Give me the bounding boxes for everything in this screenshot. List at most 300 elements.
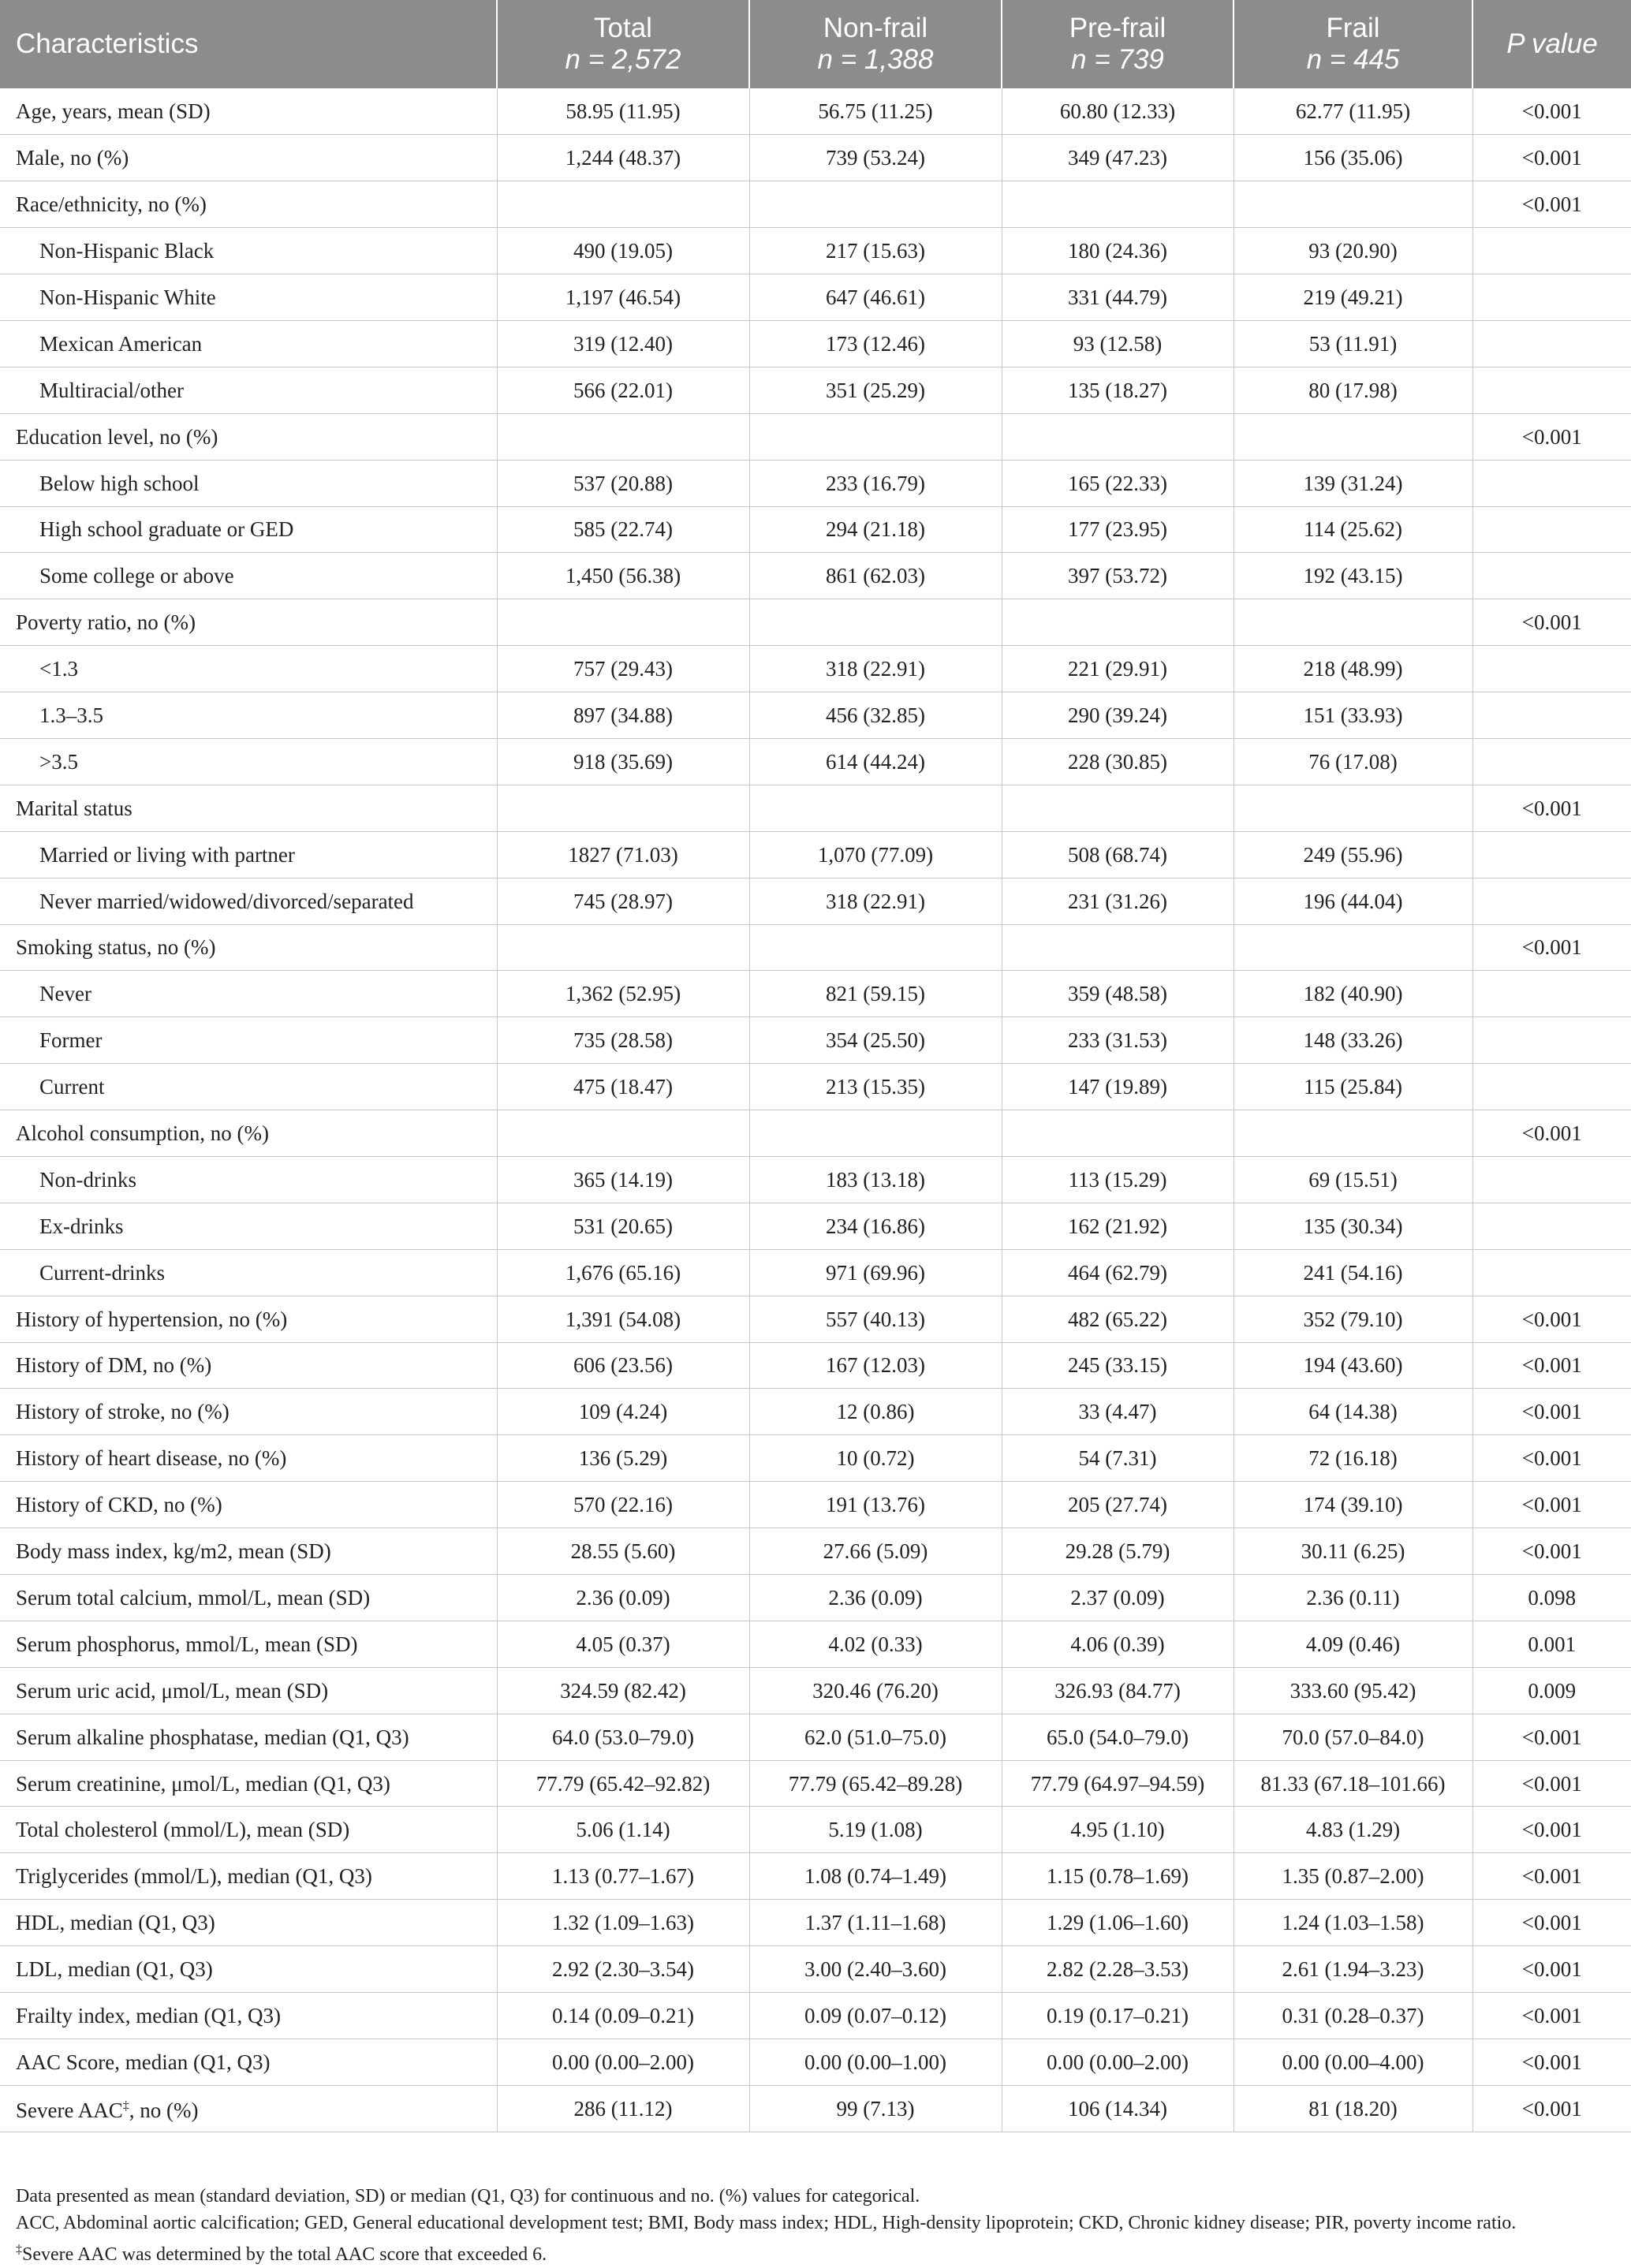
row-label: Married or living with partner [0, 831, 497, 878]
row-label: Serum total calcium, mmol/L, mean (SD) [0, 1575, 497, 1621]
frail-cell: 115 (25.84) [1234, 1064, 1472, 1110]
row-label: Serum alkaline phosphatase, median (Q1, Q3) [0, 1714, 497, 1760]
row-label: History of DM, no (%) [0, 1342, 497, 1389]
table-row [0, 599, 1631, 646]
row-label: Race/ethnicity, no (%) [0, 181, 497, 228]
table-row [0, 1342, 1631, 1389]
row-label: Frailty index, median (Q1, Q3) [0, 1993, 497, 2039]
total-cell: 566 (22.01) [497, 367, 749, 413]
pre-frail-cell: 233 (31.53) [1002, 1017, 1234, 1064]
p-value-cell: 0.001 [1472, 1621, 1631, 1667]
pre-frail-cell: 77.79 (64.97–94.59) [1002, 1760, 1234, 1807]
header-total: Total n = 2,572 [497, 0, 749, 88]
pre-frail-cell: 180 (24.36) [1002, 228, 1234, 274]
p-value-cell: <0.001 [1472, 1993, 1631, 2039]
table-row [0, 506, 1631, 553]
total-cell: 1,676 (65.16) [497, 1249, 749, 1296]
row-label: Former [0, 1017, 497, 1064]
total-cell: 109 (4.24) [497, 1389, 749, 1435]
header-pre-frail: Pre-frail n = 739 [1002, 0, 1234, 88]
non-frail-cell: 10 (0.72) [749, 1435, 1002, 1482]
pre-frail-cell: 231 (31.26) [1002, 878, 1234, 924]
frail-cell: 69 (15.51) [1234, 1156, 1472, 1203]
p-value-cell: <0.001 [1472, 1296, 1631, 1342]
p-value-cell [1472, 228, 1631, 274]
frail-cell: 194 (43.60) [1234, 1342, 1472, 1389]
p-value-cell: <0.001 [1472, 924, 1631, 971]
p-value-cell [1472, 506, 1631, 553]
row-label: Some college or above [0, 553, 497, 599]
row-label: Non-drinks [0, 1156, 497, 1203]
table-row [0, 692, 1631, 739]
table-row [0, 1853, 1631, 1900]
non-frail-cell [749, 1110, 1002, 1157]
p-value-cell: <0.001 [1472, 88, 1631, 135]
p-value-cell: <0.001 [1472, 1900, 1631, 1946]
frail-cell: 2.61 (1.94–3.23) [1234, 1946, 1472, 1993]
pre-frail-cell: 397 (53.72) [1002, 553, 1234, 599]
frail-cell: 4.83 (1.29) [1234, 1807, 1472, 1853]
total-cell [497, 181, 749, 228]
table-row [0, 1017, 1631, 1064]
table-row [0, 1760, 1631, 1807]
non-frail-cell: 351 (25.29) [749, 367, 1002, 413]
total-cell: 475 (18.47) [497, 1064, 749, 1110]
p-value-cell [1472, 878, 1631, 924]
non-frail-cell [749, 924, 1002, 971]
p-value-cell: <0.001 [1472, 599, 1631, 646]
total-cell: 28.55 (5.60) [497, 1528, 749, 1575]
row-label: Below high school [0, 460, 497, 506]
non-frail-cell [749, 181, 1002, 228]
frail-cell: 72 (16.18) [1234, 1435, 1472, 1482]
frail-cell: 30.11 (6.25) [1234, 1528, 1472, 1575]
total-cell [497, 1110, 749, 1157]
row-label: AAC Score, median (Q1, Q3) [0, 2039, 497, 2085]
table-row [0, 785, 1631, 831]
total-cell: 365 (14.19) [497, 1156, 749, 1203]
total-cell: 2.92 (2.30–3.54) [497, 1946, 749, 1993]
pre-frail-cell: 331 (44.79) [1002, 274, 1234, 321]
pre-frail-cell: 60.80 (12.33) [1002, 88, 1234, 135]
row-label: Never married/widowed/divorced/separated [0, 878, 497, 924]
frail-cell: 218 (48.99) [1234, 646, 1472, 692]
total-cell: 1,244 (48.37) [497, 135, 749, 181]
row-label: Male, no (%) [0, 135, 497, 181]
row-label: Current-drinks [0, 1249, 497, 1296]
p-value-cell: <0.001 [1472, 1807, 1631, 1853]
frail-cell [1234, 599, 1472, 646]
non-frail-cell: 971 (69.96) [749, 1249, 1002, 1296]
table-row [0, 1482, 1631, 1528]
row-label: High school graduate or GED [0, 506, 497, 553]
table-row [0, 1064, 1631, 1110]
non-frail-cell: 217 (15.63) [749, 228, 1002, 274]
pre-frail-cell [1002, 599, 1234, 646]
row-label: History of CKD, no (%) [0, 1482, 497, 1528]
total-cell: 77.79 (65.42–92.82) [497, 1760, 749, 1807]
p-value-cell: <0.001 [1472, 2085, 1631, 2132]
pre-frail-cell: 135 (18.27) [1002, 367, 1234, 413]
non-frail-cell: 56.75 (11.25) [749, 88, 1002, 135]
table-row [0, 924, 1631, 971]
p-value-cell [1472, 646, 1631, 692]
p-value-cell [1472, 831, 1631, 878]
table-row [0, 1621, 1631, 1667]
frail-cell: 135 (30.34) [1234, 1203, 1472, 1249]
total-cell: 1,450 (56.38) [497, 553, 749, 599]
header-p-value: P value [1472, 0, 1631, 88]
table-row [0, 1435, 1631, 1482]
row-label: History of hypertension, no (%) [0, 1296, 497, 1342]
total-cell: 490 (19.05) [497, 228, 749, 274]
non-frail-cell: 191 (13.76) [749, 1482, 1002, 1528]
frail-cell: 62.77 (11.95) [1234, 88, 1472, 135]
table-row [0, 367, 1631, 413]
p-value-cell: <0.001 [1472, 1853, 1631, 1900]
table-row [0, 88, 1631, 135]
table-row [0, 1389, 1631, 1435]
total-cell: 531 (20.65) [497, 1203, 749, 1249]
frail-cell [1234, 413, 1472, 460]
total-cell: 745 (28.97) [497, 878, 749, 924]
pre-frail-cell: 4.95 (1.10) [1002, 1807, 1234, 1853]
total-cell: 1.32 (1.09–1.63) [497, 1900, 749, 1946]
frail-cell: 196 (44.04) [1234, 878, 1472, 924]
frail-cell: 81.33 (67.18–101.66) [1234, 1760, 1472, 1807]
footnote-2: ACC, Abdominal aortic calcification; GED, General educational development test; BMI, Body mass index; HDL, High-density lipoprotein; CKD, Chronic kidney disease; PIR, poverty income ratio. [16, 2213, 1517, 2233]
table-row [0, 1296, 1631, 1342]
frail-cell: 0.31 (0.28–0.37) [1234, 1993, 1472, 2039]
frail-cell [1234, 1110, 1472, 1157]
non-frail-cell: 27.66 (5.09) [749, 1528, 1002, 1575]
row-label: Never [0, 971, 497, 1017]
row-label: Serum phosphorus, mmol/L, mean (SD) [0, 1621, 497, 1667]
non-frail-cell: 4.02 (0.33) [749, 1621, 1002, 1667]
p-value-cell [1472, 1017, 1631, 1064]
pre-frail-cell: 162 (21.92) [1002, 1203, 1234, 1249]
p-value-cell: <0.001 [1472, 413, 1631, 460]
frail-cell: 241 (54.16) [1234, 1249, 1472, 1296]
table-row [0, 135, 1631, 181]
non-frail-cell: 77.79 (65.42–89.28) [749, 1760, 1002, 1807]
row-label: <1.3 [0, 646, 497, 692]
non-frail-cell: 12 (0.86) [749, 1389, 1002, 1435]
frail-cell: 70.0 (57.0–84.0) [1234, 1714, 1472, 1760]
non-frail-cell: 1.37 (1.11–1.68) [749, 1900, 1002, 1946]
table-footnotes [16, 2183, 1617, 2268]
pre-frail-cell: 147 (19.89) [1002, 1064, 1234, 1110]
frail-cell: 352 (79.10) [1234, 1296, 1472, 1342]
pre-frail-cell: 508 (68.74) [1002, 831, 1234, 878]
total-cell: 585 (22.74) [497, 506, 749, 553]
non-frail-cell: 318 (22.91) [749, 878, 1002, 924]
pre-frail-cell: 349 (47.23) [1002, 135, 1234, 181]
non-frail-cell: 5.19 (1.08) [749, 1807, 1002, 1853]
pre-frail-cell: 29.28 (5.79) [1002, 1528, 1234, 1575]
table-row [0, 1946, 1631, 1993]
total-cell: 5.06 (1.14) [497, 1807, 749, 1853]
non-frail-cell: 213 (15.35) [749, 1064, 1002, 1110]
frail-cell: 148 (33.26) [1234, 1017, 1472, 1064]
table-row [0, 831, 1631, 878]
frail-cell: 1.35 (0.87–2.00) [1234, 1853, 1472, 1900]
pre-frail-cell: 1.29 (1.06–1.60) [1002, 1900, 1234, 1946]
pre-frail-cell: 106 (14.34) [1002, 2085, 1234, 2132]
pre-frail-cell: 4.06 (0.39) [1002, 1621, 1234, 1667]
non-frail-cell: 354 (25.50) [749, 1017, 1002, 1064]
frail-cell [1234, 785, 1472, 831]
total-cell: 570 (22.16) [497, 1482, 749, 1528]
table-row [0, 1249, 1631, 1296]
frail-cell: 182 (40.90) [1234, 971, 1472, 1017]
table-row [0, 413, 1631, 460]
pre-frail-cell: 359 (48.58) [1002, 971, 1234, 1017]
total-cell: 319 (12.40) [497, 320, 749, 367]
table-row [0, 738, 1631, 785]
total-cell: 1,391 (54.08) [497, 1296, 749, 1342]
header-row [0, 0, 1631, 88]
p-value-cell: <0.001 [1472, 1714, 1631, 1760]
frail-cell: 156 (35.06) [1234, 135, 1472, 181]
table-row [0, 1807, 1631, 1853]
frail-cell: 219 (49.21) [1234, 274, 1472, 321]
non-frail-cell [749, 599, 1002, 646]
p-value-cell [1472, 460, 1631, 506]
frail-cell: 192 (43.15) [1234, 553, 1472, 599]
non-frail-cell: 294 (21.18) [749, 506, 1002, 553]
table-row [0, 274, 1631, 321]
frail-cell: 64 (14.38) [1234, 1389, 1472, 1435]
total-cell: 0.14 (0.09–0.21) [497, 1993, 749, 2039]
non-frail-cell: 2.36 (0.09) [749, 1575, 1002, 1621]
pre-frail-cell: 482 (65.22) [1002, 1296, 1234, 1342]
total-cell: 1,362 (52.95) [497, 971, 749, 1017]
total-cell: 1.13 (0.77–1.67) [497, 1853, 749, 1900]
table-row [0, 1156, 1631, 1203]
frail-cell: 76 (17.08) [1234, 738, 1472, 785]
table-row [0, 1203, 1631, 1249]
table-row [0, 1528, 1631, 1575]
total-cell [497, 413, 749, 460]
non-frail-cell: 62.0 (51.0–75.0) [749, 1714, 1002, 1760]
pre-frail-cell: 177 (23.95) [1002, 506, 1234, 553]
pre-frail-cell [1002, 181, 1234, 228]
non-frail-cell: 3.00 (2.40–3.60) [749, 1946, 1002, 1993]
p-value-cell: <0.001 [1472, 2039, 1631, 2085]
pre-frail-cell [1002, 1110, 1234, 1157]
row-label: History of stroke, no (%) [0, 1389, 497, 1435]
frail-cell: 151 (33.93) [1234, 692, 1472, 739]
p-value-cell: 0.009 [1472, 1667, 1631, 1714]
p-value-cell: <0.001 [1472, 785, 1631, 831]
pre-frail-cell: 205 (27.74) [1002, 1482, 1234, 1528]
frail-cell: 333.60 (95.42) [1234, 1667, 1472, 1714]
p-value-cell [1472, 274, 1631, 321]
row-label: Marital status [0, 785, 497, 831]
frail-cell: 139 (31.24) [1234, 460, 1472, 506]
row-label: Severe AAC‡, no (%) [0, 2085, 497, 2132]
frail-cell: 174 (39.10) [1234, 1482, 1472, 1528]
table-row [0, 1993, 1631, 2039]
frail-cell [1234, 181, 1472, 228]
row-label: History of heart disease, no (%) [0, 1435, 497, 1482]
row-label: Ex-drinks [0, 1203, 497, 1249]
table-row [0, 460, 1631, 506]
frail-cell: 0.00 (0.00–4.00) [1234, 2039, 1472, 2085]
total-cell [497, 599, 749, 646]
p-value-cell: <0.001 [1472, 1342, 1631, 1389]
p-value-cell [1472, 1203, 1631, 1249]
row-label: Current [0, 1064, 497, 1110]
table-row [0, 1714, 1631, 1760]
non-frail-cell: 0.09 (0.07–0.12) [749, 1993, 1002, 2039]
p-value-cell: <0.001 [1472, 1389, 1631, 1435]
pre-frail-cell [1002, 785, 1234, 831]
p-value-cell [1472, 971, 1631, 1017]
row-label: Multiracial/other [0, 367, 497, 413]
pre-frail-cell: 0.00 (0.00–2.00) [1002, 2039, 1234, 2085]
table-row [0, 228, 1631, 274]
total-cell: 4.05 (0.37) [497, 1621, 749, 1667]
p-value-cell [1472, 1064, 1631, 1110]
pre-frail-cell: 245 (33.15) [1002, 1342, 1234, 1389]
row-label: Triglycerides (mmol/L), median (Q1, Q3) [0, 1853, 497, 1900]
non-frail-cell: 557 (40.13) [749, 1296, 1002, 1342]
total-cell: 64.0 (53.0–79.0) [497, 1714, 749, 1760]
non-frail-cell: 320.46 (76.20) [749, 1667, 1002, 1714]
row-label: Total cholesterol (mmol/L), mean (SD) [0, 1807, 497, 1853]
row-label: Serum creatinine, μmol/L, median (Q1, Q3) [0, 1760, 497, 1807]
p-value-cell: <0.001 [1472, 1760, 1631, 1807]
header-frail: Frail n = 445 [1234, 0, 1472, 88]
non-frail-cell: 167 (12.03) [749, 1342, 1002, 1389]
table-row [0, 1575, 1631, 1621]
header-non-frail: Non-frail n = 1,388 [749, 0, 1002, 88]
table-row [0, 646, 1631, 692]
table-row [0, 181, 1631, 228]
non-frail-cell: 821 (59.15) [749, 971, 1002, 1017]
total-cell: 897 (34.88) [497, 692, 749, 739]
p-value-cell: <0.001 [1472, 1110, 1631, 1157]
pre-frail-cell: 290 (39.24) [1002, 692, 1234, 739]
row-label: Mexican American [0, 320, 497, 367]
pre-frail-cell: 54 (7.31) [1002, 1435, 1234, 1482]
pre-frail-cell: 65.0 (54.0–79.0) [1002, 1714, 1234, 1760]
p-value-cell [1472, 1156, 1631, 1203]
pre-frail-cell: 1.15 (0.78–1.69) [1002, 1853, 1234, 1900]
non-frail-cell: 1.08 (0.74–1.49) [749, 1853, 1002, 1900]
total-cell: 918 (35.69) [497, 738, 749, 785]
total-cell: 324.59 (82.42) [497, 1667, 749, 1714]
pre-frail-cell: 326.93 (84.77) [1002, 1667, 1234, 1714]
row-label: Poverty ratio, no (%) [0, 599, 497, 646]
p-value-cell: <0.001 [1472, 1946, 1631, 1993]
total-cell: 1827 (71.03) [497, 831, 749, 878]
table-row [0, 878, 1631, 924]
table-row [0, 2039, 1631, 2085]
non-frail-cell: 647 (46.61) [749, 274, 1002, 321]
pre-frail-cell: 464 (62.79) [1002, 1249, 1234, 1296]
total-cell [497, 924, 749, 971]
row-label: Body mass index, kg/m2, mean (SD) [0, 1528, 497, 1575]
table-row [0, 2085, 1631, 2132]
row-label: Education level, no (%) [0, 413, 497, 460]
table-row [0, 1110, 1631, 1157]
frail-cell: 81 (18.20) [1234, 2085, 1472, 2132]
row-label: >3.5 [0, 738, 497, 785]
row-label: Age, years, mean (SD) [0, 88, 497, 135]
frail-cell: 249 (55.96) [1234, 831, 1472, 878]
pre-frail-cell [1002, 924, 1234, 971]
non-frail-cell: 173 (12.46) [749, 320, 1002, 367]
p-value-cell: <0.001 [1472, 1528, 1631, 1575]
pre-frail-cell [1002, 413, 1234, 460]
non-frail-cell: 234 (16.86) [749, 1203, 1002, 1249]
pre-frail-cell: 113 (15.29) [1002, 1156, 1234, 1203]
non-frail-cell: 233 (16.79) [749, 460, 1002, 506]
row-label: HDL, median (Q1, Q3) [0, 1900, 497, 1946]
footnote-3: ‡Severe AAC was determined by the total AAC score that exceeded 6. [16, 2243, 547, 2265]
table-row [0, 1667, 1631, 1714]
frail-cell: 93 (20.90) [1234, 228, 1472, 274]
p-value-cell [1472, 320, 1631, 367]
frail-cell: 114 (25.62) [1234, 506, 1472, 553]
total-cell: 1,197 (46.54) [497, 274, 749, 321]
total-cell: 537 (20.88) [497, 460, 749, 506]
pre-frail-cell: 221 (29.91) [1002, 646, 1234, 692]
row-label: Serum uric acid, μmol/L, mean (SD) [0, 1667, 497, 1714]
row-label: Non-Hispanic White [0, 274, 497, 321]
frail-cell: 2.36 (0.11) [1234, 1575, 1472, 1621]
frail-cell: 80 (17.98) [1234, 367, 1472, 413]
total-cell: 58.95 (11.95) [497, 88, 749, 135]
row-label: 1.3–3.5 [0, 692, 497, 739]
total-cell: 2.36 (0.09) [497, 1575, 749, 1621]
frail-cell [1234, 924, 1472, 971]
table-row [0, 971, 1631, 1017]
non-frail-cell: 183 (13.18) [749, 1156, 1002, 1203]
row-label: Smoking status, no (%) [0, 924, 497, 971]
frail-cell: 53 (11.91) [1234, 320, 1472, 367]
non-frail-cell [749, 413, 1002, 460]
pre-frail-cell: 228 (30.85) [1002, 738, 1234, 785]
p-value-cell [1472, 553, 1631, 599]
row-label: Non-Hispanic Black [0, 228, 497, 274]
non-frail-cell: 861 (62.03) [749, 553, 1002, 599]
table-body [0, 88, 1631, 2132]
non-frail-cell: 0.00 (0.00–1.00) [749, 2039, 1002, 2085]
non-frail-cell: 456 (32.85) [749, 692, 1002, 739]
row-label: Alcohol consumption, no (%) [0, 1110, 497, 1157]
p-value-cell: <0.001 [1472, 135, 1631, 181]
pre-frail-cell: 2.37 (0.09) [1002, 1575, 1234, 1621]
non-frail-cell: 614 (44.24) [749, 738, 1002, 785]
total-cell: 606 (23.56) [497, 1342, 749, 1389]
p-value-cell: <0.001 [1472, 1435, 1631, 1482]
table-row [0, 320, 1631, 367]
p-value-cell [1472, 1249, 1631, 1296]
non-frail-cell: 1,070 (77.09) [749, 831, 1002, 878]
table-row [0, 553, 1631, 599]
p-value-cell [1472, 738, 1631, 785]
p-value-cell [1472, 692, 1631, 739]
frail-cell: 1.24 (1.03–1.58) [1234, 1900, 1472, 1946]
total-cell: 136 (5.29) [497, 1435, 749, 1482]
pre-frail-cell: 165 (22.33) [1002, 460, 1234, 506]
pre-frail-cell: 2.82 (2.28–3.53) [1002, 1946, 1234, 1993]
total-cell: 757 (29.43) [497, 646, 749, 692]
